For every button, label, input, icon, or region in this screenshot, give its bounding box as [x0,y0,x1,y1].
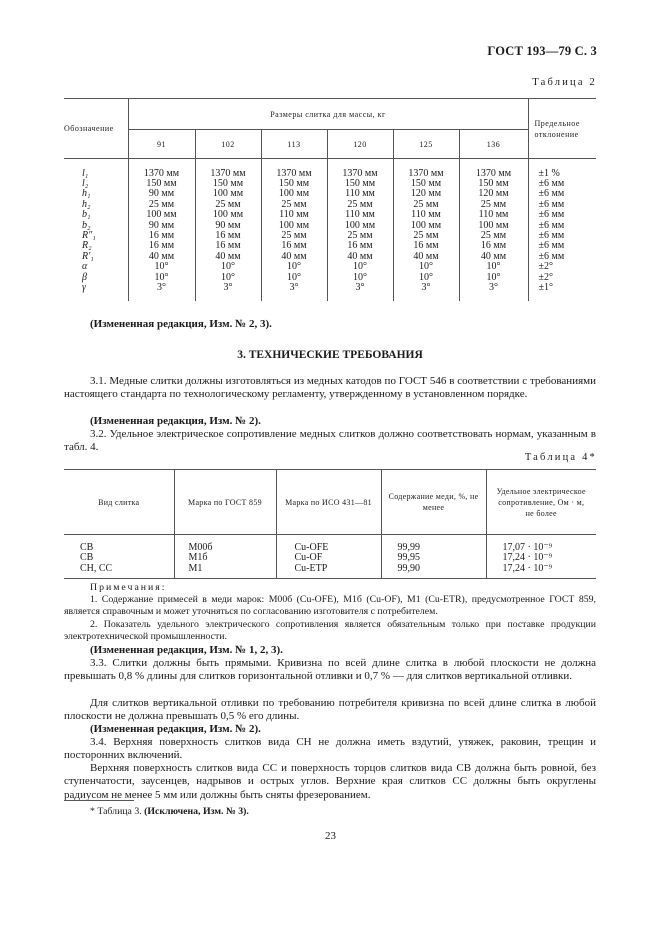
table4-caption: Таблица 4* [524,452,597,463]
table-row: α 10° 10° 10° 10° 10° 10° ±2° [64,262,596,272]
table-row: СН, СС М1 Cu-ETP 99,90 17,24 · 10⁻⁹ [64,564,596,575]
table4-header-type: Вид слитка [64,470,174,535]
page-header: ГОСТ 193—79 С. 3 [487,44,597,58]
table-row: β 10° 10° 10° 10° 10° 10° ±2° [64,273,596,283]
edit-note-2: (Измененная редакция, Изм. № 2). [90,415,261,427]
table-row: b₂ 90 мм 90 мм 100 мм 100 мм 100 мм 100 мм ±6 мм [64,221,596,231]
table4-header-gost: Марка по ГОСТ 859 [174,470,276,535]
table2-header-designation: Обозначение [64,99,128,159]
table4-header-resistance: Удельное электрическое сопротивление, Ом · м, не более [486,470,596,535]
page-number: 23 [325,830,336,842]
paragraph-3-3b: Для слитков вертикальной отливки по требованию потребителя кривизна по всей длине слитка в любой плоскости не должна превышать 0,5 % его длины. [64,697,596,723]
table-row: b₁ 100 мм 100 мм 110 мм 110 мм 110 мм 110 мм ±6 мм [64,210,596,220]
footnote-divider [64,800,134,801]
table2-header-deviation: Предельное отклонение [528,99,596,159]
paragraph-3-4: 3.4. Верхняя поверхность слитков вида СН не должна иметь вздутий, утяжек, раковин, трещин и посторонних включений. [64,736,596,762]
table-row: h₂ 25 мм 25 мм 25 мм 25 мм 25 мм 25 мм ±6 мм [64,200,596,210]
table-row: СВ М1б Cu-OF 99,95 17,24 · 10⁻⁹ [64,553,596,564]
paragraph-3-1: 3.1. Медные слитки должны изготовляться из медных катодов по ГОСТ 546 в соответствии с требованиями настоящего стандарта по технологическому регламенту, утвержденному в установленном порядке. [64,375,596,401]
table2-mass-91: 91 [128,130,195,159]
table4 [64,469,596,579]
table-row: R′₁ 40 мм 40 мм 40 мм 40 мм 40 мм 40 мм ±6 мм [64,252,596,262]
notes-title: Примечания: [90,582,167,593]
footnote [64,806,596,818]
paragraph-3-4b: Верхняя поверхность слитков вида СС и поверхность торцов слитков вида СВ должна быть ровной, без ступенчатости, заусенцев, надрывов и острых углов. Верхние края слитков СС должны быть округлены радиусом не менее 5 мм или должны быть сняты фрезерованием. [64,762,596,801]
table2-mass-125: 125 [393,130,459,159]
table4-header-copper: Содержание меди, %, не менее [381,470,486,535]
note-2: 2. Показатель удельного электрического сопротивления является обязательным только при поставке продукции электротехнической промышленности. [64,619,596,643]
note-1: 1. Содержание примесей в меди марок: М00б (Cu-OFE), М1б (Cu-OF), М1 (Cu-ETR), предусмотренное ГОСТ 859, является справочным и может уточняться по согласованию изготовителя с потребителем. [64,594,596,618]
table2-mass-136: 136 [459,130,528,159]
table2-mass-120: 120 [327,130,393,159]
table-row: l₁ 1370 мм 1370 мм 1370 мм 1370 мм 1370 мм 1370 мм ±1 % [64,169,596,179]
table-row: h₁ 90 мм 100 мм 100 мм 110 мм 120 мм 120 мм ±6 мм [64,189,596,199]
table-row: R₂ 16 мм 16 мм 16 мм 16 мм 16 мм 16 мм ±6 мм [64,241,596,251]
footnote-bold: (Исключена, Изм. № 3). [144,806,249,817]
edit-note-4: (Измененная редакция, Изм. № 2). [90,723,261,735]
table2-mass-102: 102 [195,130,261,159]
table-row: l₂ 150 мм 150 мм 150 мм 150 мм 150 мм 150 мм ±6 мм [64,179,596,189]
table2 [64,98,596,301]
paragraph-3-2: 3.2. Удельное электрическое сопротивление медных слитков должно соответствовать нормам, указанным в табл. 4. [64,428,596,454]
table2-header-sizes: Размеры слитка для массы, кг [128,99,528,130]
table-row: γ 3° 3° 3° 3° 3° 3° ±1° [64,283,596,293]
edit-note-3: (Измененная редакция, Изм. № 1, 2, 3). [90,644,283,656]
footnote-prefix: * Таблица 3. [90,806,142,817]
table2-caption: Таблица 2 [532,77,597,88]
edit-note-1: (Измененная редакция, Изм. № 2, 3). [90,318,272,330]
table-row: R″₁ 16 мм 16 мм 25 мм 25 мм 25 мм 25 мм ±6 мм [64,231,596,241]
table-row: СВ М00б Cu-OFE 99,99 17,07 · 10⁻⁹ [64,543,596,554]
table2-mass-113: 113 [261,130,327,159]
table4-header-iso: Марка по ИСО 431—81 [276,470,381,535]
section-title: 3. ТЕХНИЧЕСКИЕ ТРЕБОВАНИЯ [237,349,423,361]
paragraph-3-3: 3.3. Слитки должны быть прямыми. Кривизна по всей длине слитка в любой плоскости не должна превышать 0,8 % длины для слитков горизонтальной отливки и 0,7 % — для слитков вертикальной отливки. [64,657,596,683]
